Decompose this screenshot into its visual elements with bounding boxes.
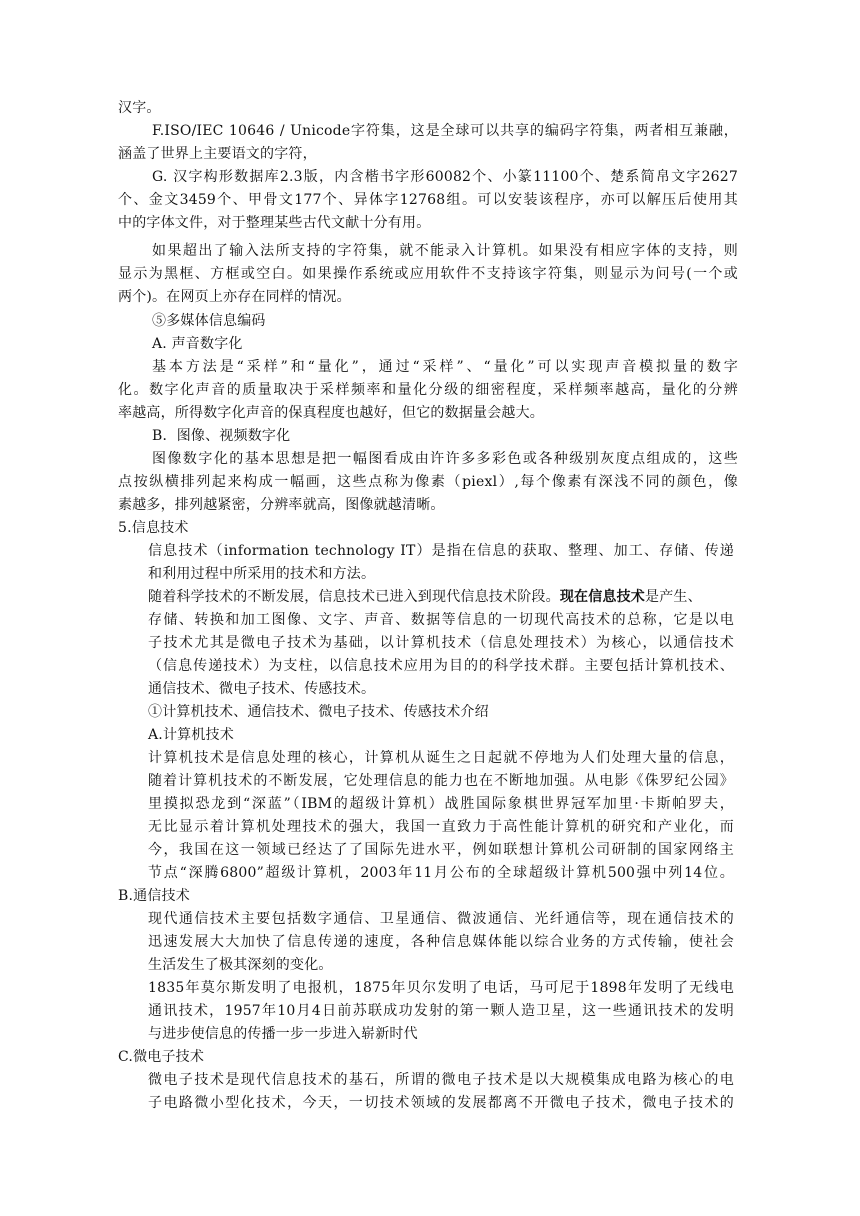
subsection-heading: ①计算机技术、通信技术、微电子技术、传感技术介绍	[148, 704, 489, 720]
text-line: 无比显示着计算机处理技术的强大，我国一直致力于高性能计算机的研究和产业化，而	[148, 819, 734, 835]
text-line: 基本方法是“采样”和“量化”，通过“采样”、“量化”可以实现声音模拟量的数字	[152, 359, 738, 375]
text-line: G. 汉字构形数据库2.3版，内含楷书字形60082个、小篆11100个、楚系简帛文字2627	[152, 169, 738, 185]
text-line: 通讯技术，1957年10月4日前苏联成功发射的第一颗人造卫星，这一些通讯技术的发明	[148, 1003, 734, 1019]
text-line: 里摸拟恐龙到“深蓝”（IBM的超级计算机）战胜国际象棋世界冠军加里·卡斯帕罗夫，	[148, 796, 734, 812]
text-line: 个、金文3459个、甲骨文177个、异体字12768组。可以安装该程序，亦可以解压后使用其	[118, 192, 738, 208]
text-line: 两个)。在网页上亦存在同样的情况。	[118, 289, 351, 305]
text-line: 现代通信技术主要包括数字通信、卫星通信、微波通信、光纤通信等，现在通信技术的	[148, 911, 734, 927]
text-line-with-bold	[148, 586, 702, 608]
section-heading: 5.信息技术	[118, 520, 189, 536]
text-line: 随着计算机技术的不断发展，它处理信息的能力也在不断地加强。从电影《侏罗纪公园》	[148, 773, 734, 789]
text-line: 中的字体文件，对于整理某些古代文献十分有用。	[118, 215, 431, 231]
text-line: 迅速发展大大加快了信息传递的速度，各种信息媒体能以综合业务的方式传输，使社会	[148, 934, 734, 950]
text-line: 1835年莫尔斯发明了电报机，1875年贝尔发明了电话，马可尼于1898年发明了无线电	[148, 980, 734, 996]
text-line: 化。数字化声音的质量取决于采样频率和量化分级的细密程度，采样频率越高，量化的分辨	[118, 382, 738, 398]
section-heading: B.通信技术	[118, 888, 190, 904]
text-line: 子电路微小型化技术，今天，一切技术领域的发展都离不开微电子技术，微电子技术的	[148, 1095, 734, 1111]
subsection-heading: A.计算机技术	[148, 727, 234, 743]
text-line: 与进步使信息的传播一步一步进入崭新时代	[148, 1026, 418, 1042]
text-line: 涵盖了世界上主要语文的字符，	[118, 146, 317, 162]
text-segment: 是产生、	[645, 589, 702, 605]
text-line: 图像数字化的基本思想是把一幅图看成由许许多多彩色或各种级别灰度点组成的，这些	[152, 451, 738, 467]
text-line: （信息传递技术）为支柱，以信息技术应用为目的的科学技术群。主要包括计算机技术、	[148, 658, 734, 674]
bold-term: 现在信息技术	[559, 589, 646, 605]
text-line: 如果超出了输入法所支持的字符集，就不能录入计算机。如果没有相应字体的支持，则	[152, 243, 738, 259]
subsection-heading: A. 声音数字化	[152, 336, 243, 352]
text-line: F.ISO/IEC 10646 / Unicode字符集，这是全球可以共享的编码字符集，两者相互兼融，	[152, 123, 738, 139]
text-line: 汉字。	[118, 100, 161, 116]
section-heading: C.微电子技术	[118, 1049, 205, 1065]
text-line: 子技术尤其是微电子技术为基础，以计算机技术（信息处理技术）为核心，以通信技术	[148, 635, 734, 651]
text-line: 存储、转换和加工图像、文字、声音、数据等信息的一切现代高技术的总称，它是以电	[148, 612, 734, 628]
section-heading: ⑤多媒体信息编码	[152, 313, 266, 329]
text-line: 素越多，排列越紧密，分辨率就高，图像就越清晰。	[118, 497, 445, 513]
text-line: 通信技术、微电子技术、传感技术。	[148, 681, 376, 697]
text-line: 生活发生了极其深刻的变化。	[148, 957, 333, 973]
text-line: 信息技术（information technology IT）是指在信息的获取、整理、加工、存储、传递	[148, 543, 734, 559]
text-line: 点按纵横排列起来构成一幅画，这些点称为像素（piexl）,每个像素有深浅不同的颜色，像	[118, 474, 738, 490]
text-segment: 随着科学技术的不断发展，信息技术已进入到现代信息技术阶段。	[148, 589, 560, 605]
text-line: 率越高，所得数字化声音的保真程度也越好，但它的数据量会越大。	[118, 405, 544, 421]
text-line: 计算机技术是信息处理的核心，计算机从诞生之日起就不停地为人们处理大量的信息，	[148, 750, 734, 766]
text-line: 显示为黑框、方框或空白。如果操作系统或应用软件不支持该字符集，则显示为问号(一个或	[118, 266, 738, 282]
subsection-heading: B．图像、视频数字化	[152, 428, 291, 444]
text-line: 节点“深腾6800”超级计算机，2003年11月公布的全球超级计算机500强中列14位。	[148, 865, 734, 881]
text-line: 和利用过程中所采用的技术和方法。	[148, 566, 376, 582]
text-line: 今，我国在这一领域已经达了了国际先进水平，例如联想计算机公司研制的国家网络主	[148, 842, 734, 858]
text-line: 微电子技术是现代信息技术的基石，所谓的微电子技术是以大规模集成电路为核心的电	[148, 1072, 734, 1088]
